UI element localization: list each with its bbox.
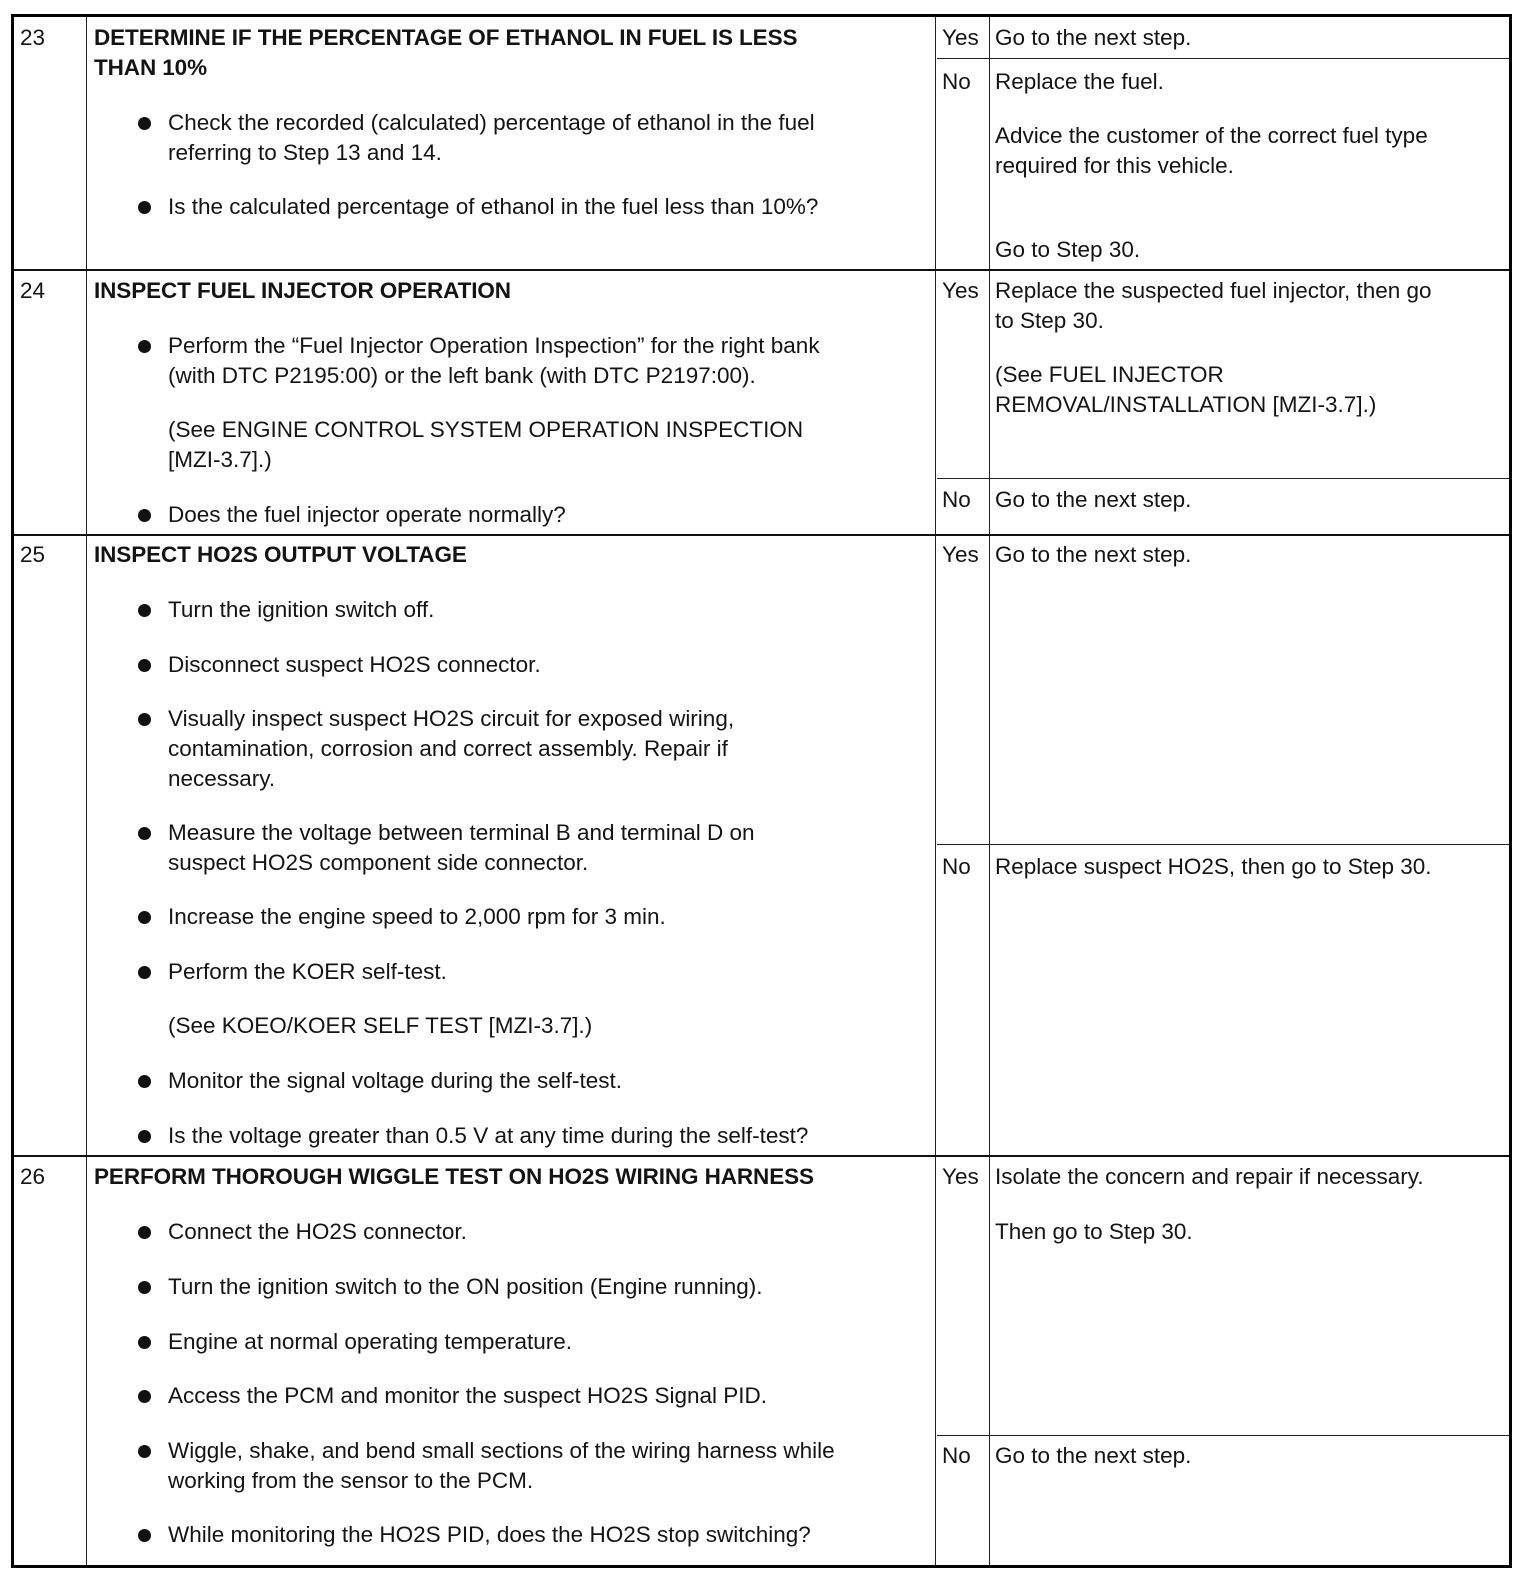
- yes-no-divider: [937, 58, 1509, 59]
- step-title: PERFORM THOROUGH WIGGLE TEST ON HO2S WIRING HARNESS: [94, 1164, 814, 1189]
- bullet-icon: [138, 1281, 151, 1294]
- action-item: Turn the ignition switch off.: [168, 597, 435, 622]
- bullet-icon: [138, 827, 151, 840]
- yes-label: Yes: [942, 278, 979, 303]
- action-item: Check the recorded (calculated) percentage of ethanol in the fuel: [168, 110, 815, 135]
- no-result: Replace suspect HO2S, then go to Step 30.: [995, 854, 1432, 879]
- action-item: Increase the engine speed to 2,000 rpm for 3 min.: [168, 904, 666, 929]
- yes-result: REMOVAL/INSTALLATION [MZI-3.7].): [995, 392, 1377, 417]
- yes-result: (See FUEL INJECTOR: [995, 362, 1224, 387]
- action-item: Connect the HO2S connector.: [168, 1219, 467, 1244]
- bullet-icon: [138, 604, 151, 617]
- step-number: 24: [20, 278, 46, 303]
- step-title: INSPECT HO2S OUTPUT VOLTAGE: [94, 542, 467, 567]
- action-item: While monitoring the HO2S PID, does the HO2S stop switching?: [168, 1522, 811, 1547]
- action-item: Measure the voltage between terminal B and terminal D on: [168, 820, 755, 845]
- step-title: DETERMINE IF THE PERCENTAGE OF ETHANOL IN FUEL IS LESS: [94, 25, 798, 50]
- action-item: Turn the ignition switch to the ON position (Engine running).: [168, 1274, 763, 1299]
- bullet-icon: [138, 1390, 151, 1403]
- action-item: Visually inspect suspect HO2S circuit for exposed wiring,: [168, 706, 735, 731]
- yes-result: Go to the next step.: [995, 25, 1192, 50]
- yes-result: Then go to Step 30.: [995, 1219, 1193, 1244]
- action-item: Wiggle, shake, and bend small sections of the wiring harness while: [168, 1438, 835, 1463]
- bullet-icon: [138, 1445, 151, 1458]
- yes-result: Go to the next step.: [995, 542, 1192, 567]
- no-result: Go to the next step.: [995, 1443, 1192, 1468]
- action-item: contamination, corrosion and correct assembly. Repair if: [168, 736, 728, 761]
- row-divider: [14, 534, 1509, 536]
- reference-note: (See KOEO/KOER SELF TEST [MZI-3.7].): [168, 1013, 593, 1038]
- column-divider-action: [935, 17, 936, 1565]
- bullet-icon: [138, 713, 151, 726]
- step-number: 23: [20, 25, 46, 50]
- yes-result: Replace the suspected fuel injector, then go: [995, 278, 1432, 303]
- action-item: Monitor the signal voltage during the self-test.: [168, 1068, 622, 1093]
- yes-result: to Step 30.: [995, 308, 1104, 333]
- yes-label: Yes: [942, 542, 979, 567]
- bullet-icon: [138, 1529, 151, 1542]
- no-result: Go to Step 30.: [995, 237, 1141, 262]
- step-number: 26: [20, 1164, 46, 1189]
- yes-result: Isolate the concern and repair if necessary.: [995, 1164, 1424, 1189]
- bullet-icon: [138, 201, 151, 214]
- no-result: Go to the next step.: [995, 487, 1192, 512]
- action-item: suspect HO2S component side connector.: [168, 850, 589, 875]
- no-label: No: [942, 69, 971, 94]
- no-result: Advice the customer of the correct fuel type: [995, 123, 1428, 148]
- action-item: Engine at normal operating temperature.: [168, 1329, 572, 1354]
- no-result: Replace the fuel.: [995, 69, 1164, 94]
- bullet-icon: [138, 1336, 151, 1349]
- reference-note: [MZI-3.7].): [168, 447, 272, 472]
- step-title: INSPECT FUEL INJECTOR OPERATION: [94, 278, 511, 303]
- bullet-icon: [138, 911, 151, 924]
- yes-no-divider: [937, 478, 1509, 479]
- action-item: Access the PCM and monitor the suspect HO2S Signal PID.: [168, 1383, 768, 1408]
- row-divider: [14, 1155, 1509, 1157]
- action-item: referring to Step 13 and 14.: [168, 140, 442, 165]
- step-title: THAN 10%: [94, 55, 207, 80]
- step-number: 25: [20, 542, 46, 567]
- no-label: No: [942, 1443, 971, 1468]
- action-item: (with DTC P2195:00) or the left bank (with DTC P2197:00).: [168, 363, 756, 388]
- no-result: required for this vehicle.: [995, 153, 1234, 178]
- no-label: No: [942, 854, 971, 879]
- yes-no-divider: [937, 1435, 1509, 1436]
- no-label: No: [942, 487, 971, 512]
- bullet-icon: [138, 509, 151, 522]
- bullet-icon: [138, 1130, 151, 1143]
- action-item: working from the sensor to the PCM.: [168, 1468, 534, 1493]
- action-item: Is the voltage greater than 0.5 V at any time during the self-test?: [168, 1123, 809, 1148]
- diagnostic-procedure-table: [11, 14, 1512, 1568]
- yes-label: Yes: [942, 25, 979, 50]
- bullet-icon: [138, 117, 151, 130]
- row-divider: [14, 269, 1509, 271]
- column-divider-step: [86, 17, 87, 1565]
- bullet-icon: [138, 1075, 151, 1088]
- bullet-icon: [138, 966, 151, 979]
- bullet-icon: [138, 659, 151, 672]
- yes-label: Yes: [942, 1164, 979, 1189]
- action-item: Is the calculated percentage of ethanol in the fuel less than 10%?: [168, 194, 819, 219]
- column-divider-answer: [989, 17, 990, 1565]
- action-item: Perform the “Fuel Injector Operation Inspection” for the right bank: [168, 333, 820, 358]
- yes-no-divider: [937, 844, 1509, 845]
- bullet-icon: [138, 340, 151, 353]
- action-item: Perform the KOER self-test.: [168, 959, 447, 984]
- action-item: necessary.: [168, 766, 276, 791]
- action-item: Disconnect suspect HO2S connector.: [168, 652, 541, 677]
- reference-note: (See ENGINE CONTROL SYSTEM OPERATION INSPECTION: [168, 417, 804, 442]
- bullet-icon: [138, 1226, 151, 1239]
- action-item: Does the fuel injector operate normally?: [168, 502, 566, 527]
